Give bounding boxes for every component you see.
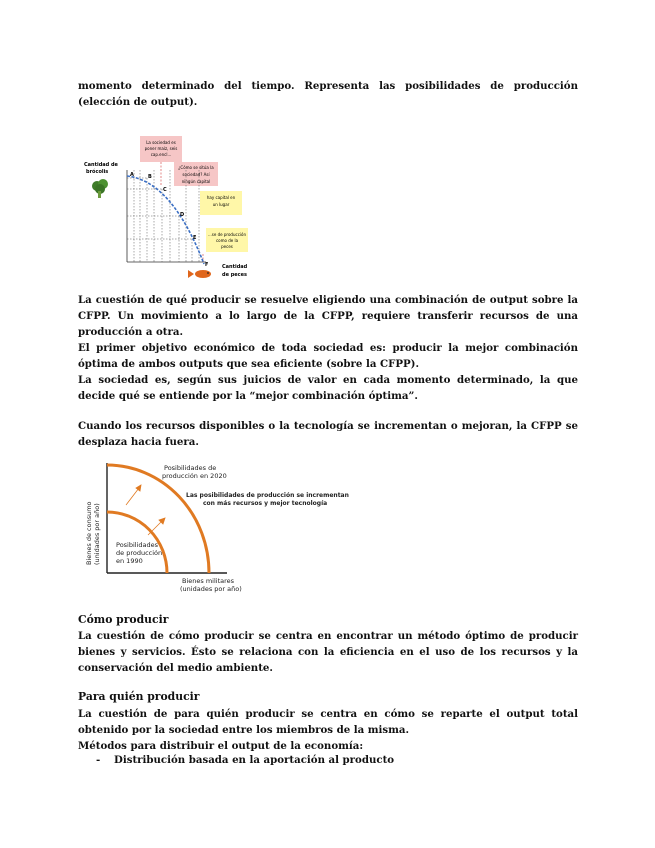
label-2020: Posibilidades de [164,464,217,472]
figure-cfpp-broccoli-fish [82,136,252,286]
point-label: C [163,187,167,193]
x-axis-label: Bienes militares [182,577,235,585]
fish-icon [188,270,211,278]
note-text: poner maíz, seis [144,146,178,151]
list-bullet: - [96,754,101,766]
list-item [96,754,394,766]
note-text: cap.encl... [150,152,172,157]
note-text: ningún capital [181,179,211,184]
paragraph-metodos: Métodos para distribuir el output de la economía: [78,740,364,752]
note-text: ¿Cómo se sitúa la [178,165,214,170]
y-axis-label: brócolis [86,169,109,175]
paragraph-para-quien-producir: La cuestión de para quién producir se centra en cómo se reparte el output total obtenido por la sociedad entre los miembros de la misma. [78,708,578,736]
label-1990: en 1990 [116,557,143,565]
note-text: La sociedad es [146,140,176,145]
paragraph-como-producir: La cuestión de cómo producir se centra en encontrar un método óptimo de producir bienes y servicios. Ésto se relaciona con la eficiencia en el uso de los recursos y la conservación del medio ambiente. [78,630,578,674]
point-label: D [180,212,185,218]
paragraph-sociedad: La sociedad es, según sus juicios de valor en cada momento determinado, la que decide qué se entiende por la “mejor combinación óptima”. [78,374,578,402]
shift-annotation: Las posibilidades de producción se incrementan [186,492,349,499]
x-axis-label: (unidades por año) [180,585,242,593]
y-axis-label: Bienes de consumo [85,501,93,565]
heading-para-quien-producir: Para quién producir [78,690,200,703]
list-item-text: Distribución basada en la aportación al producto [114,754,395,766]
note-text: hay capital en [206,195,236,200]
cfpp-shift-chart [82,455,382,605]
paragraph-desplaza: Cuando los recursos disponibles o la tecnología se incrementan o mejoran, la CFPP se desplaza hacia fuera. [78,420,578,448]
x-axis-label: Cantidad [222,264,248,270]
figure-cfpp-shift [82,455,382,605]
cfpp-chart [82,136,252,286]
note-text: peces [221,244,233,249]
point-label: F [205,262,209,268]
point-label: E [193,235,197,241]
x-axis-label: de peces [222,272,248,278]
label-1990: Posibilidades [116,541,159,549]
paragraph-que-producir: La cuestión de qué producir se resuelve eligiendo una combinación de output sobre la CFPP. Un movimiento a lo largo de la CFPP, requiere transferir recursos de una producción a otra. [78,294,578,338]
point-label: B [148,174,152,180]
label-1990: de producción [116,549,163,557]
y-axis-label: Cantidad de [84,162,118,168]
note-text: sociedad? Así [182,172,210,177]
heading-como-producir: Cómo producir [78,613,169,626]
note-text: ...se de producción [207,232,247,237]
y-axis-label: (unidades por año) [93,503,101,565]
note-text: como de la [215,238,239,243]
paragraph-intro: momento determinado del tiempo. Representa las posibilidades de producción (elección de output). [78,80,578,108]
point-label: A [130,172,134,178]
label-2020: producción en 2020 [162,472,227,480]
note-text: un lugar [212,202,230,207]
paragraph-objetivo: El primer objetivo económico de toda sociedad es: producir la mejor combinación óptima de ambos outputs que sea eficiente (sobre la CFPP). [78,342,578,370]
shift-annotation: con más recursos y mejor tecnología [203,500,328,507]
broccoli-icon [92,179,108,198]
